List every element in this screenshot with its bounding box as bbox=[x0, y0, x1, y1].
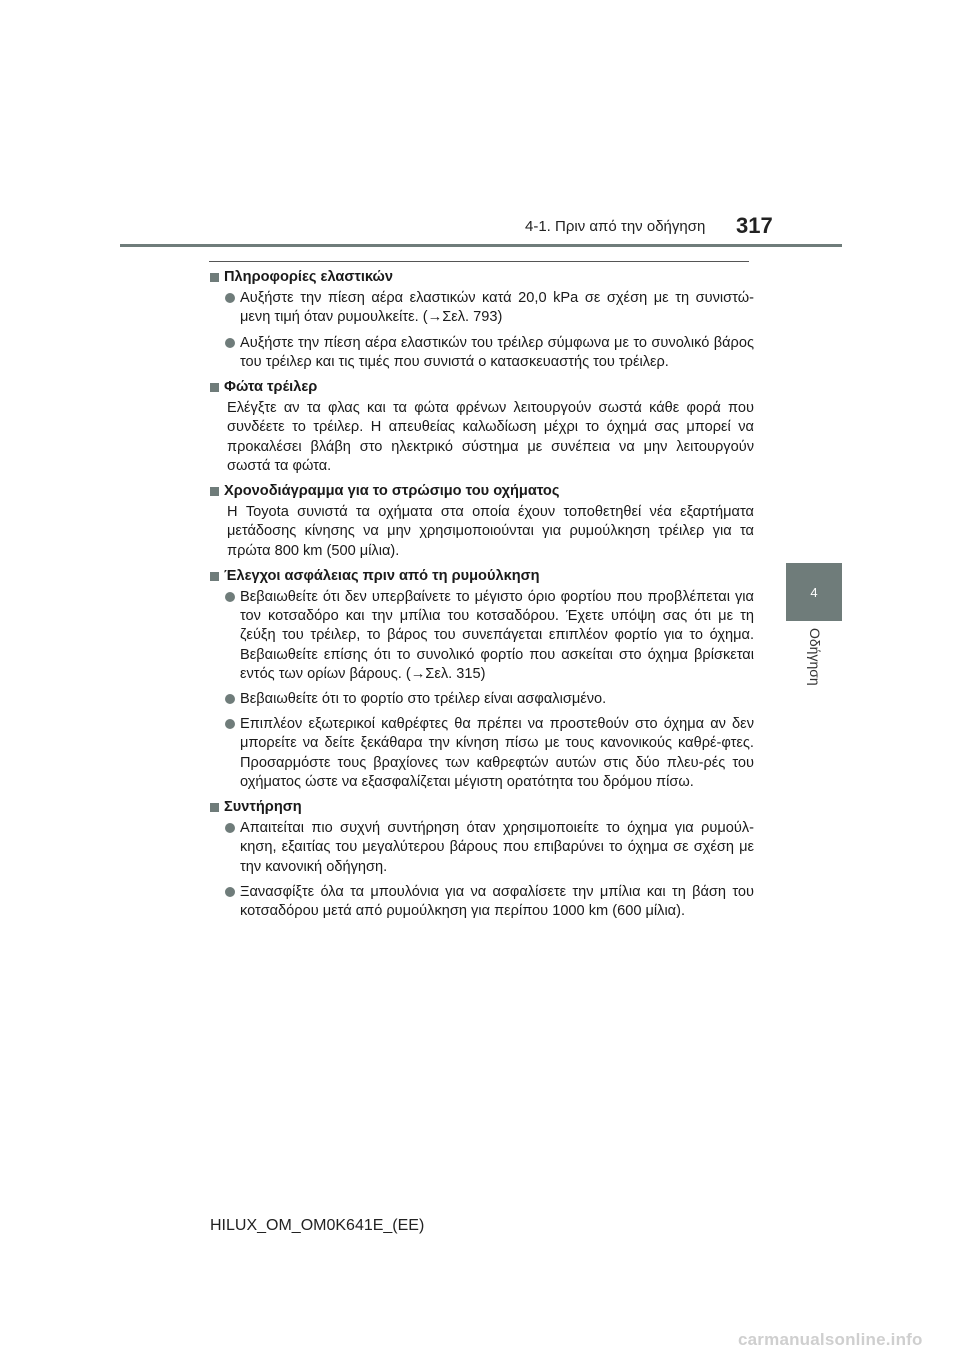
list-item bbox=[210, 334, 754, 372]
list-item-text: Απαιτείται πιο συχνή συντήρηση όταν χρησιμοποιείτε το όχημα για ρυμούλ-κηση, εξαιτίας του μεγαλύτερου βάρους που επιβαρύνει το όχημα σε σχέση με την κανονική οδήγηση. bbox=[240, 820, 754, 875]
watermark-link[interactable]: carmanualsonline.info bbox=[738, 1330, 923, 1349]
header-section-title: 4-1. Πριν από την οδήγηση bbox=[525, 218, 706, 235]
section-paragraph: Ελέγξτε αν τα φλας και τα φώτα φρένων λειτουργούν σωστά κάθε φορά που συνδέετε το τρέιλερ. Η απευθείας καλωδίωση μέχρι το όχημά σας μπορεί να προκαλέσει βλάβη στο ηλεκτρικό σύστημα με συνέπεια να μην λειτουργούν σωστά τα φώτα. bbox=[227, 400, 754, 474]
section-maintenance bbox=[210, 798, 754, 921]
chapter-tab[interactable] bbox=[786, 563, 842, 621]
circle-bullet-icon bbox=[225, 823, 235, 833]
list-item-text: Επιπλέον εξωτερικοί καθρέφτες θα πρέπει να προστεθούν στο όχημα αν δεν μπορείτε να δείτε ξεκάθαρα την κίνηση πίσω με τους κανονικούς καθρέ-φτες. Προσαρμόστε τους βραχίονες των καθρεφτών αυτών στις δύο πλευ-ρές του οχήματος ώστε να εξασφαλίζεται μέγιστη ορατότητα του δρόμου πίσω. bbox=[240, 716, 754, 790]
section-title-text: Έλεγχοι ασφάλειας πριν από τη ρυμούλκηση bbox=[224, 567, 540, 584]
circle-bullet-icon bbox=[225, 719, 235, 729]
list-item-text: Βεβαιωθείτε ότι δεν υπερβαίνετε το μέγιστο όριο φορτίου που προβλέπεται για τον κοτσαδόρο και την μπίλια του κοτσαδόρου. Έχετε υπόψη σας ότι με τη ζεύξη του τρέιλερ, το βάρος του συνεπάγεται επιπλέον φορτίο για το όχημα. Βεβαιωθείτε επίσης ότι το συνολικό φορτίο που ασκείται στο όχημα βρίσκεται εντός των ορίων βάρους. (→Σελ. 315) bbox=[240, 589, 754, 682]
circle-bullet-icon bbox=[225, 592, 235, 602]
circle-bullet-icon bbox=[225, 338, 235, 348]
list-item bbox=[210, 715, 754, 792]
section-title bbox=[210, 567, 754, 586]
page-number: 317 bbox=[736, 213, 773, 238]
section-safety-checks bbox=[210, 567, 754, 792]
square-bullet-icon bbox=[210, 383, 219, 392]
square-bullet-icon bbox=[210, 487, 219, 496]
list-item-text: Ξανασφίξτε όλα τα μπουλόνια για να ασφαλίσετε την μπίλια και τη βάση του κοτσαδόρου μετά από ρυμούλκηση για περίπου 1000 km (600 μίλια). bbox=[240, 883, 754, 920]
section-title bbox=[210, 378, 754, 397]
section-title bbox=[210, 798, 754, 817]
section-paragraph: Η Toyota συνιστά τα οχήματα στα οποία έχουν τοποθετηθεί νέα εξαρτήματα μετάδοσης κίνησης να μην χρησιμοποιούνται για ρυμούλκηση τρέιλερ για τα πρώτα 800 km (500 μίλια). bbox=[227, 504, 754, 559]
list-item-text: Βεβαιωθείτε ότι το φορτίο στο τρέιλερ είναι ασφαλισμένο. bbox=[240, 691, 607, 708]
square-bullet-icon bbox=[210, 803, 219, 812]
list-item-text: Αυξήστε την πίεση αέρα ελαστικών κατά 20,0 kPa σε σχέση με τη συνιστώ-μενη τιμή όταν ρυμουλκείτε. (→Σελ. 793) bbox=[240, 290, 754, 326]
section-trailer-lights bbox=[210, 378, 754, 476]
square-bullet-icon bbox=[210, 572, 219, 581]
chapter-number: 4 bbox=[810, 584, 818, 600]
section-title-text: Φώτα τρέιλερ bbox=[224, 379, 318, 396]
circle-bullet-icon bbox=[225, 293, 235, 303]
section-title-text: Χρονοδιάγραμμα για το στρώσιμο του οχήματος bbox=[224, 483, 560, 500]
header-divider bbox=[120, 244, 842, 247]
square-bullet-icon bbox=[210, 273, 219, 282]
circle-bullet-icon bbox=[225, 694, 235, 704]
content-divider bbox=[209, 261, 749, 262]
list-item bbox=[210, 289, 754, 327]
section-title bbox=[210, 268, 754, 287]
section-title-text: Συντήρηση bbox=[224, 799, 302, 816]
list-item-text: Αυξήστε την πίεση αέρα ελαστικών του τρέιλερ σύμφωνα με το συνολικό βάρος του τρέιλερ και τις τιμές που συνιστά ο κατασκευαστής του τρέιλερ. bbox=[240, 334, 754, 370]
list-item bbox=[210, 883, 754, 921]
list-item bbox=[210, 588, 754, 684]
section-title bbox=[210, 482, 754, 501]
page-content bbox=[210, 268, 754, 927]
list-item bbox=[210, 690, 754, 709]
section-tire-info bbox=[210, 268, 754, 372]
chapter-label: Οδήγηση bbox=[807, 628, 823, 686]
section-break-in bbox=[210, 482, 754, 561]
circle-bullet-icon bbox=[225, 887, 235, 897]
list-item bbox=[210, 819, 754, 877]
section-title-text: Πληροφορίες ελαστικών bbox=[224, 269, 394, 285]
document-code: HILUX_OM_OM0K641E_(EE) bbox=[210, 1217, 425, 1234]
